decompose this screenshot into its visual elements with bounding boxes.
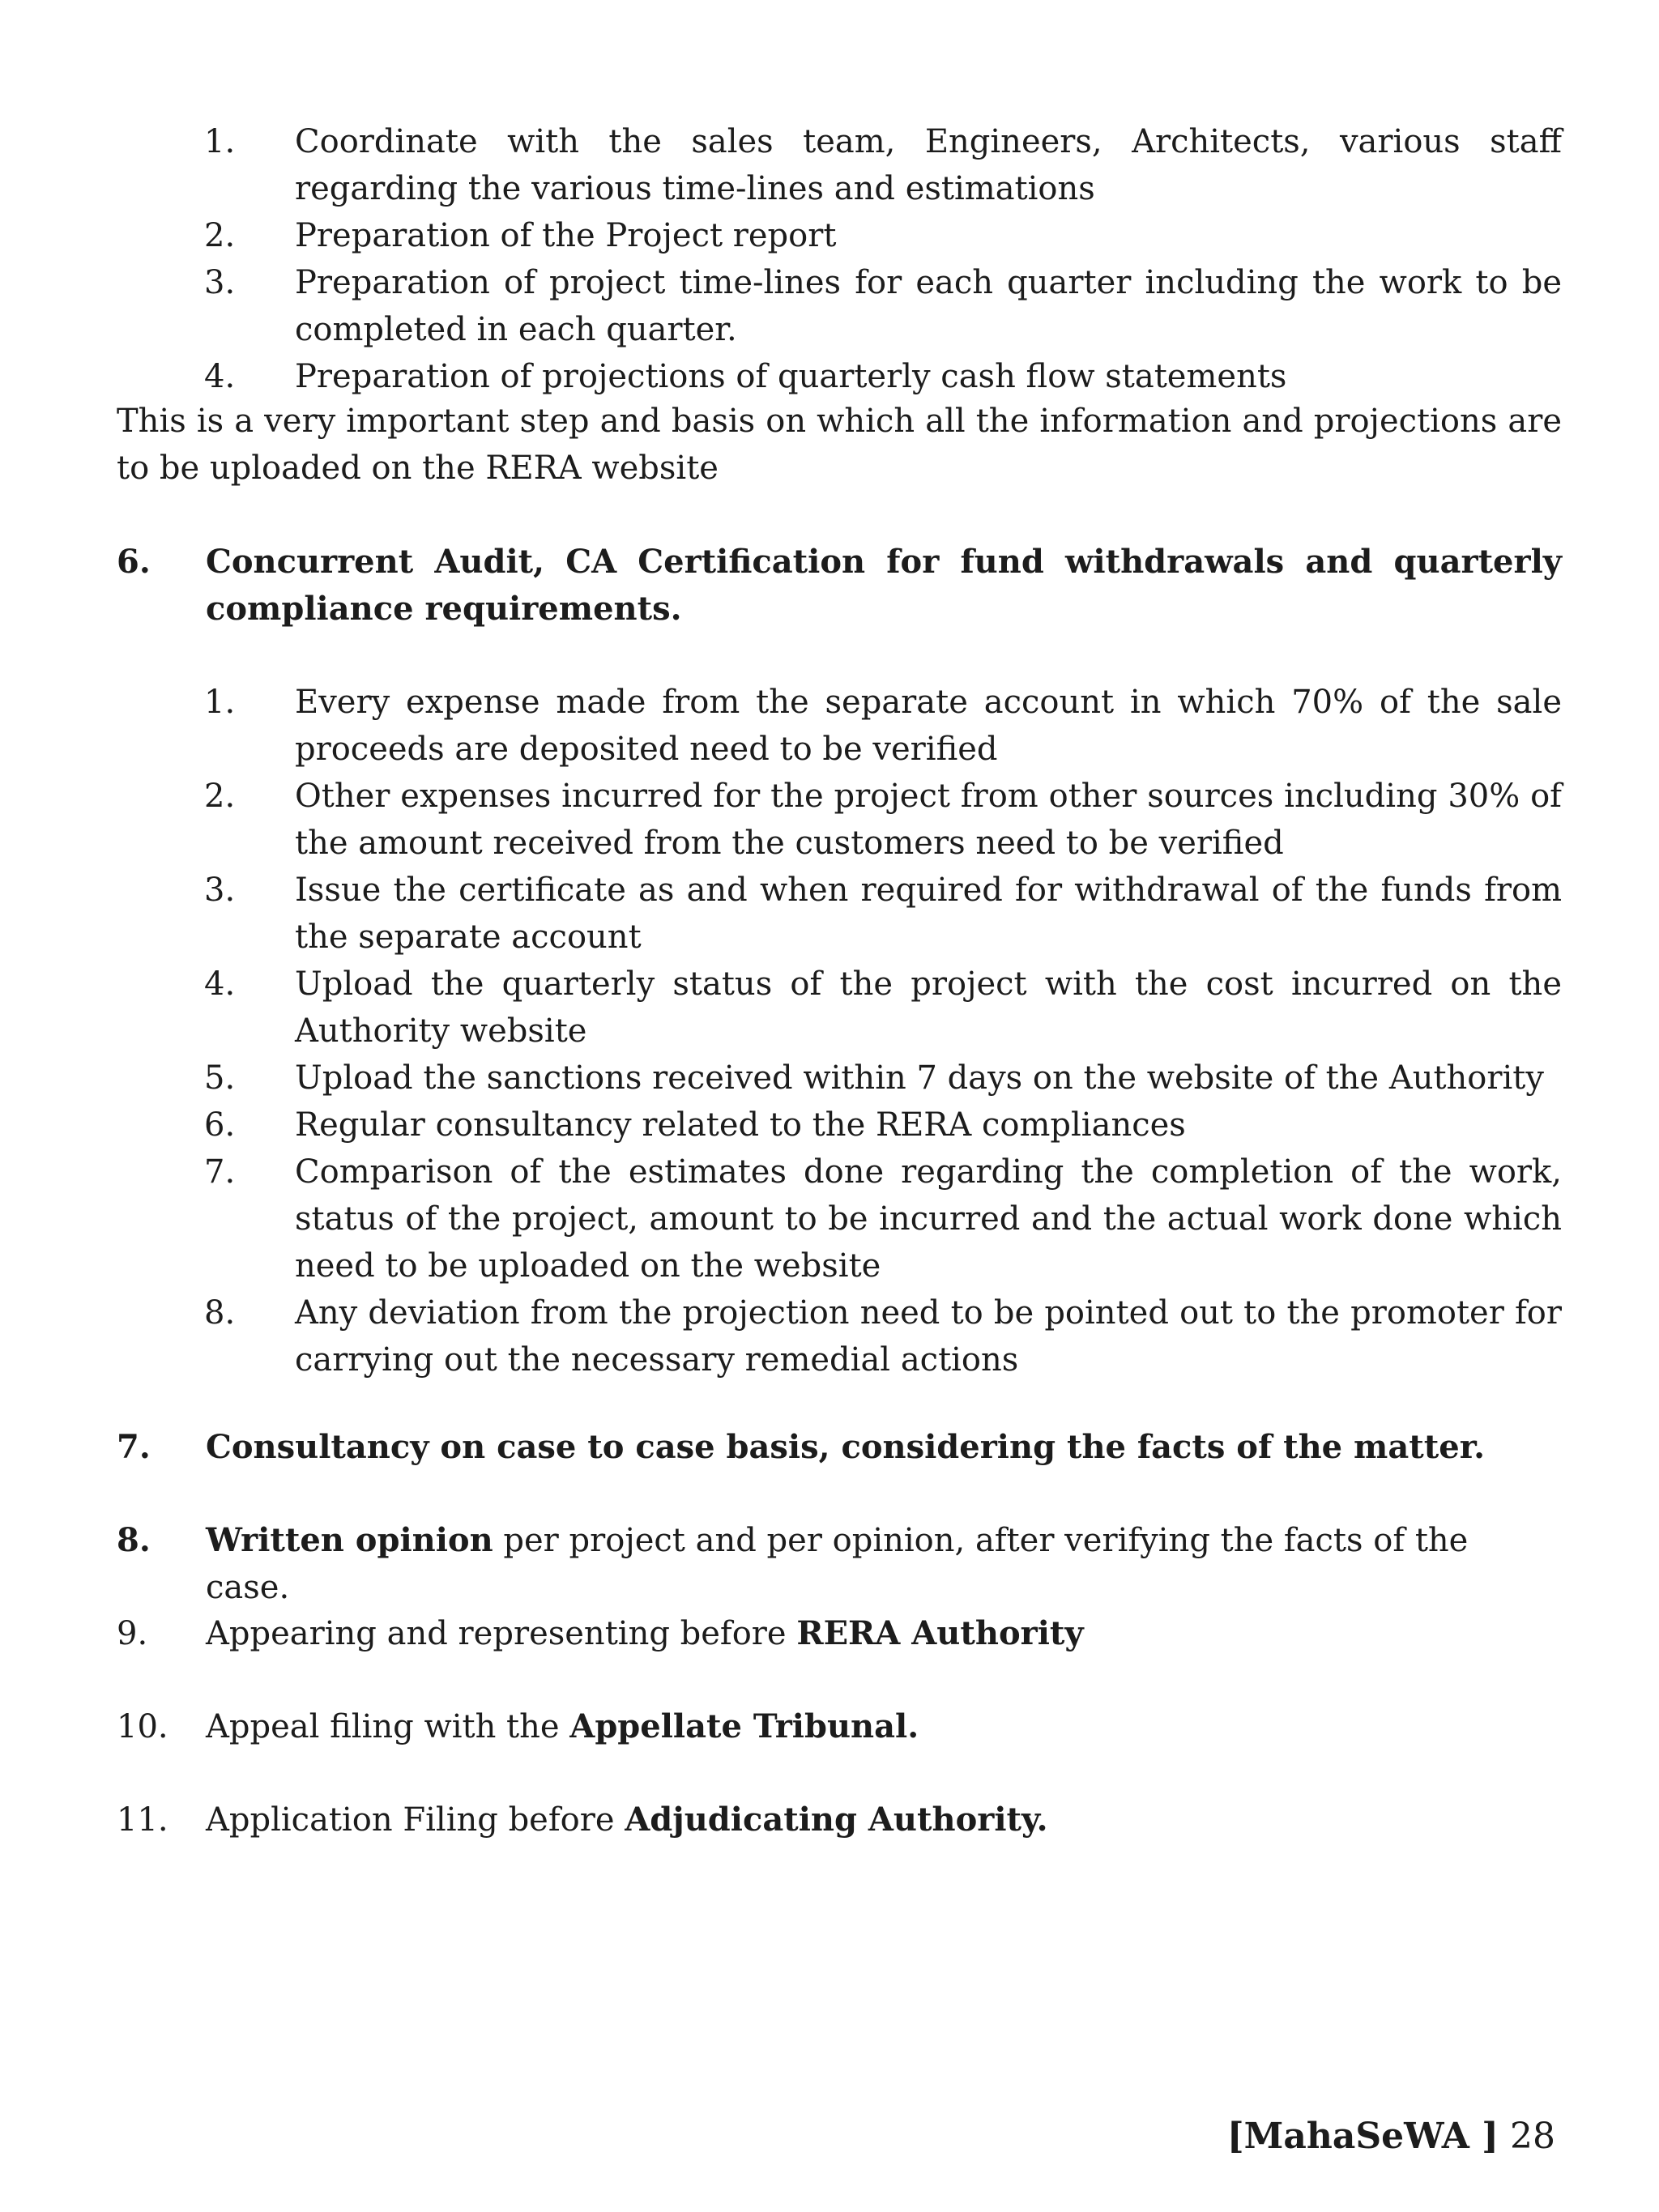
section-number: 8.	[117, 1521, 151, 1559]
section-heading-text: Concurrent Audit, CA Certification for fund withdrawals and quarterly compliance requirements.	[206, 543, 1562, 628]
list-item-number: 4.	[204, 965, 236, 1003]
list-item	[204, 867, 1562, 961]
list-item-number: 8.	[204, 1294, 236, 1332]
list-item-text: Comparison of the estimates done regarding the completion of the work, status of the project, amount to be incurred and the actual work done which need to be uploaded on the website	[295, 1153, 1562, 1285]
list-item-text: Upload the quarterly status of the project with the cost incurred on the Authority website	[295, 965, 1562, 1050]
list-item-number: 4.	[204, 358, 236, 395]
list-item-number: 3.	[204, 872, 236, 909]
list-item-text: Preparation of the Project report	[295, 217, 837, 254]
list-item-text: Every expense made from the separate account in which 70% of the sale proceeds are deposited need to be verified	[295, 684, 1562, 768]
list-item-text: Issue the certificate as and when required for withdrawal of the funds from the separate account	[295, 872, 1562, 956]
list-item-number: 1.	[204, 123, 236, 160]
section-6-list	[204, 679, 1562, 1383]
section-number: 11.	[117, 1801, 168, 1839]
list-item-number: 3.	[204, 264, 236, 301]
list-item	[204, 961, 1562, 1055]
list-item-text: Other expenses incurred for the project from other sources including 30% of the amount received from the customers need to be verified	[295, 778, 1562, 862]
list-item-text: Upload the sanctions received within 7 days on the website of the Authority	[295, 1059, 1544, 1097]
list-item-number: 5.	[204, 1059, 236, 1097]
section-bold-text: RERA Authority	[796, 1614, 1084, 1652]
list-item	[204, 1289, 1562, 1383]
list-item-text: Coordinate with the sales team, Engineers, Architects, various staff regarding the various time-lines and estimations	[295, 123, 1562, 207]
list-item-text: Preparation of project time-lines for each quarter including the work to be completed in each quarter.	[295, 264, 1562, 348]
page-number: 28	[1510, 2116, 1555, 2157]
list-item	[204, 259, 1562, 353]
intro-paragraph: This is a very important step and basis on which all the information and projections are to be uploaded on the RERA website	[117, 403, 1562, 487]
list-item	[204, 773, 1562, 867]
list-item	[204, 353, 1562, 400]
list-item-number: 7.	[204, 1153, 236, 1191]
section-number: 10.	[117, 1708, 168, 1745]
list-item-number: 1.	[204, 684, 236, 721]
section-8	[117, 1517, 1562, 1611]
list-item	[204, 1055, 1562, 1102]
list-item-text: Any deviation from the projection need to be pointed out to the promoter for carrying out the necessary remedial actions	[295, 1294, 1562, 1379]
section-number: 7.	[117, 1428, 151, 1466]
section-9	[117, 1610, 1562, 1657]
list-item	[204, 1149, 1562, 1289]
list-item-text: Regular consultancy related to the RERA compliances	[295, 1106, 1186, 1144]
section-text: per project and per opinion, after verifying the facts of the case.	[206, 1522, 1469, 1606]
section-bold-text: Appellate Tribunal.	[569, 1707, 919, 1745]
section-7-heading	[117, 1424, 1562, 1471]
list-item-number: 6.	[204, 1106, 236, 1144]
footer-brand: [MahaSeWA ]	[1226, 2116, 1499, 2157]
list-item	[204, 679, 1562, 773]
list-item-number: 2.	[204, 217, 236, 254]
list-item-text: Preparation of projections of quarterly cash flow statements	[295, 358, 1287, 395]
section-11	[117, 1796, 1562, 1843]
section-number: 6.	[117, 543, 151, 581]
list-item	[204, 118, 1562, 212]
section-text: Appeal filing with the	[206, 1708, 570, 1745]
section-6-heading	[117, 539, 1562, 633]
intro-list	[204, 118, 1562, 400]
list-item-number: 2.	[204, 778, 236, 815]
section-number: 9.	[117, 1615, 148, 1652]
list-item	[204, 1102, 1562, 1149]
section-bold-text: Adjudicating Authority.	[625, 1801, 1048, 1839]
section-text: Appearing and representing before	[206, 1615, 797, 1652]
section-bold-text: Written opinion	[206, 1521, 493, 1559]
section-text: Application Filing before	[206, 1801, 625, 1839]
section-heading-text: Consultancy on case to case basis, considering the facts of the matter.	[206, 1428, 1486, 1466]
page-footer	[1227, 2112, 1555, 2161]
list-item	[204, 212, 1562, 259]
section-10	[117, 1703, 1562, 1750]
